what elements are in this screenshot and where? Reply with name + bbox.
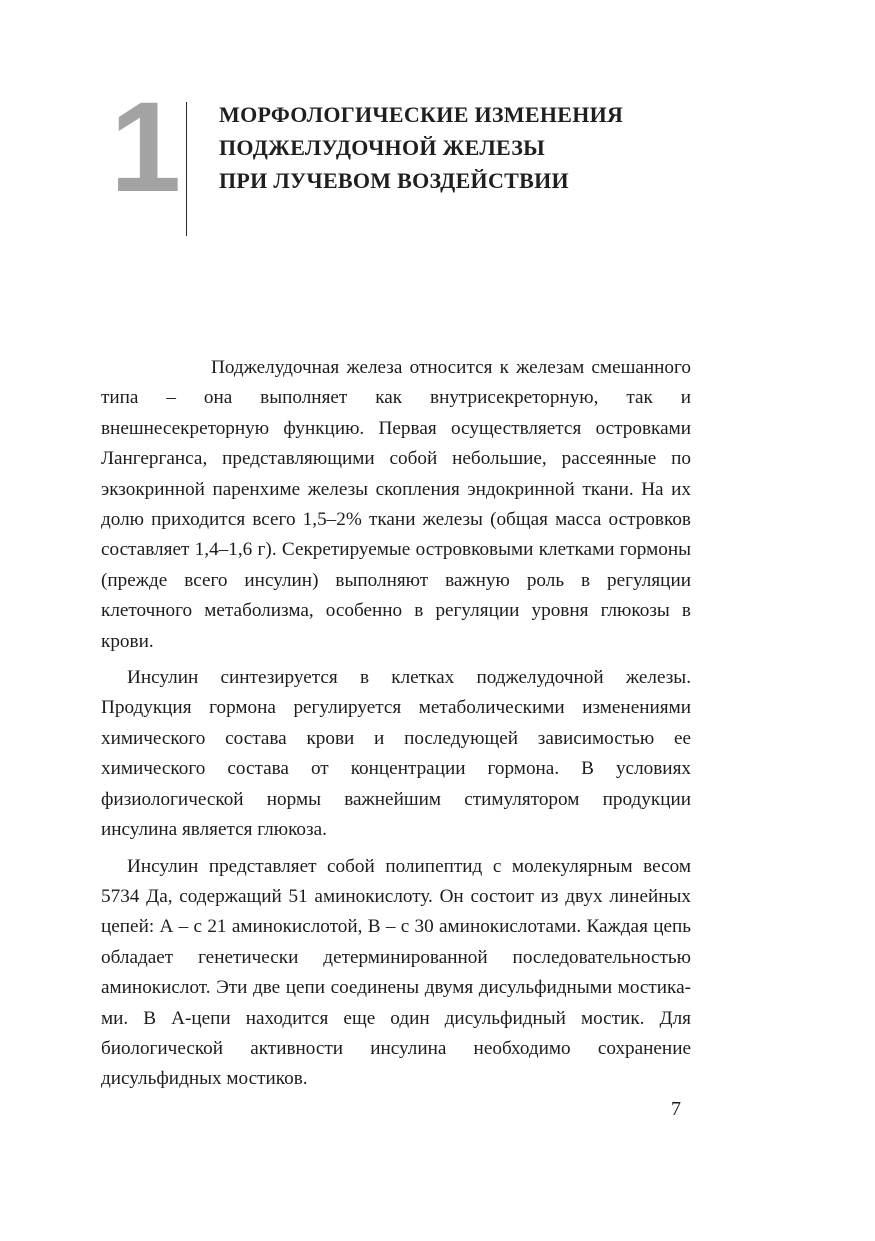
paragraph-1: Поджелудочная железа относится к железам смешанного типа – она выполняет как внутрисекреторную, так и внешнесекреторную функцию. Первая осуществляется островками Лангерганса, представляющими собой небольшие, рассеянные по экзокринной паренхиме железы скопления эндокринной ткани. На их долю приходится всего 1,5–2% ткани железы (общая масса островков составляет 1,4–1,6 г). Секретируемые островковыми клетками гормоны (прежде всего инсулин) выполняют важную роль в регуляции клеточного метаболизма, особенно в регуляции уровня глюкозы в крови. bbox=[101, 357, 691, 652]
chapter-divider bbox=[186, 102, 187, 236]
chapter-title bbox=[219, 98, 779, 197]
paragraph-2: Инсулин синтезируется в клетках поджелудочной железы. Продукция гормона регулируется метаболическими изменениями химического состава крови и последующей зависимостью ее химического состава от концентрации гормона. В условиях физиологической нормы важнейшим стимулятором продукции инсулина является глюкоза. bbox=[101, 667, 691, 841]
chapter-number: 1 bbox=[110, 76, 180, 219]
chapter-title-line-3: ПРИ ЛУЧЕВОМ ВОЗДЕЙСТВИИ bbox=[219, 168, 569, 193]
chapter-title-line-2: ПОДЖЕЛУДОЧНОЙ ЖЕЛЕЗЫ bbox=[219, 135, 546, 160]
body-text bbox=[101, 353, 691, 1095]
paragraph-3: Инсулин представляет собой полипептид с молекулярным весом 5734 Да, содержащий 51 аминокислоту. Он состоит из двух линейных цепей: А – с 21 аминокислотой, В – с 30 аминокислотами. Каждая цепь обладает генетически детерминированной последовательностью аминокислот. Эти две цепи соединены двумя дисульфидными мостиками. В А-цепи находится еще один дисульфидный мостик. Для биологической активности инсулина необходимо сохранение дисульфидных мостиков. bbox=[101, 855, 691, 1090]
page-number: 7 bbox=[671, 1098, 681, 1120]
chapter-title-line-1: МОРФОЛОГИЧЕСКИЕ ИЗМЕНЕНИЯ bbox=[219, 102, 624, 127]
